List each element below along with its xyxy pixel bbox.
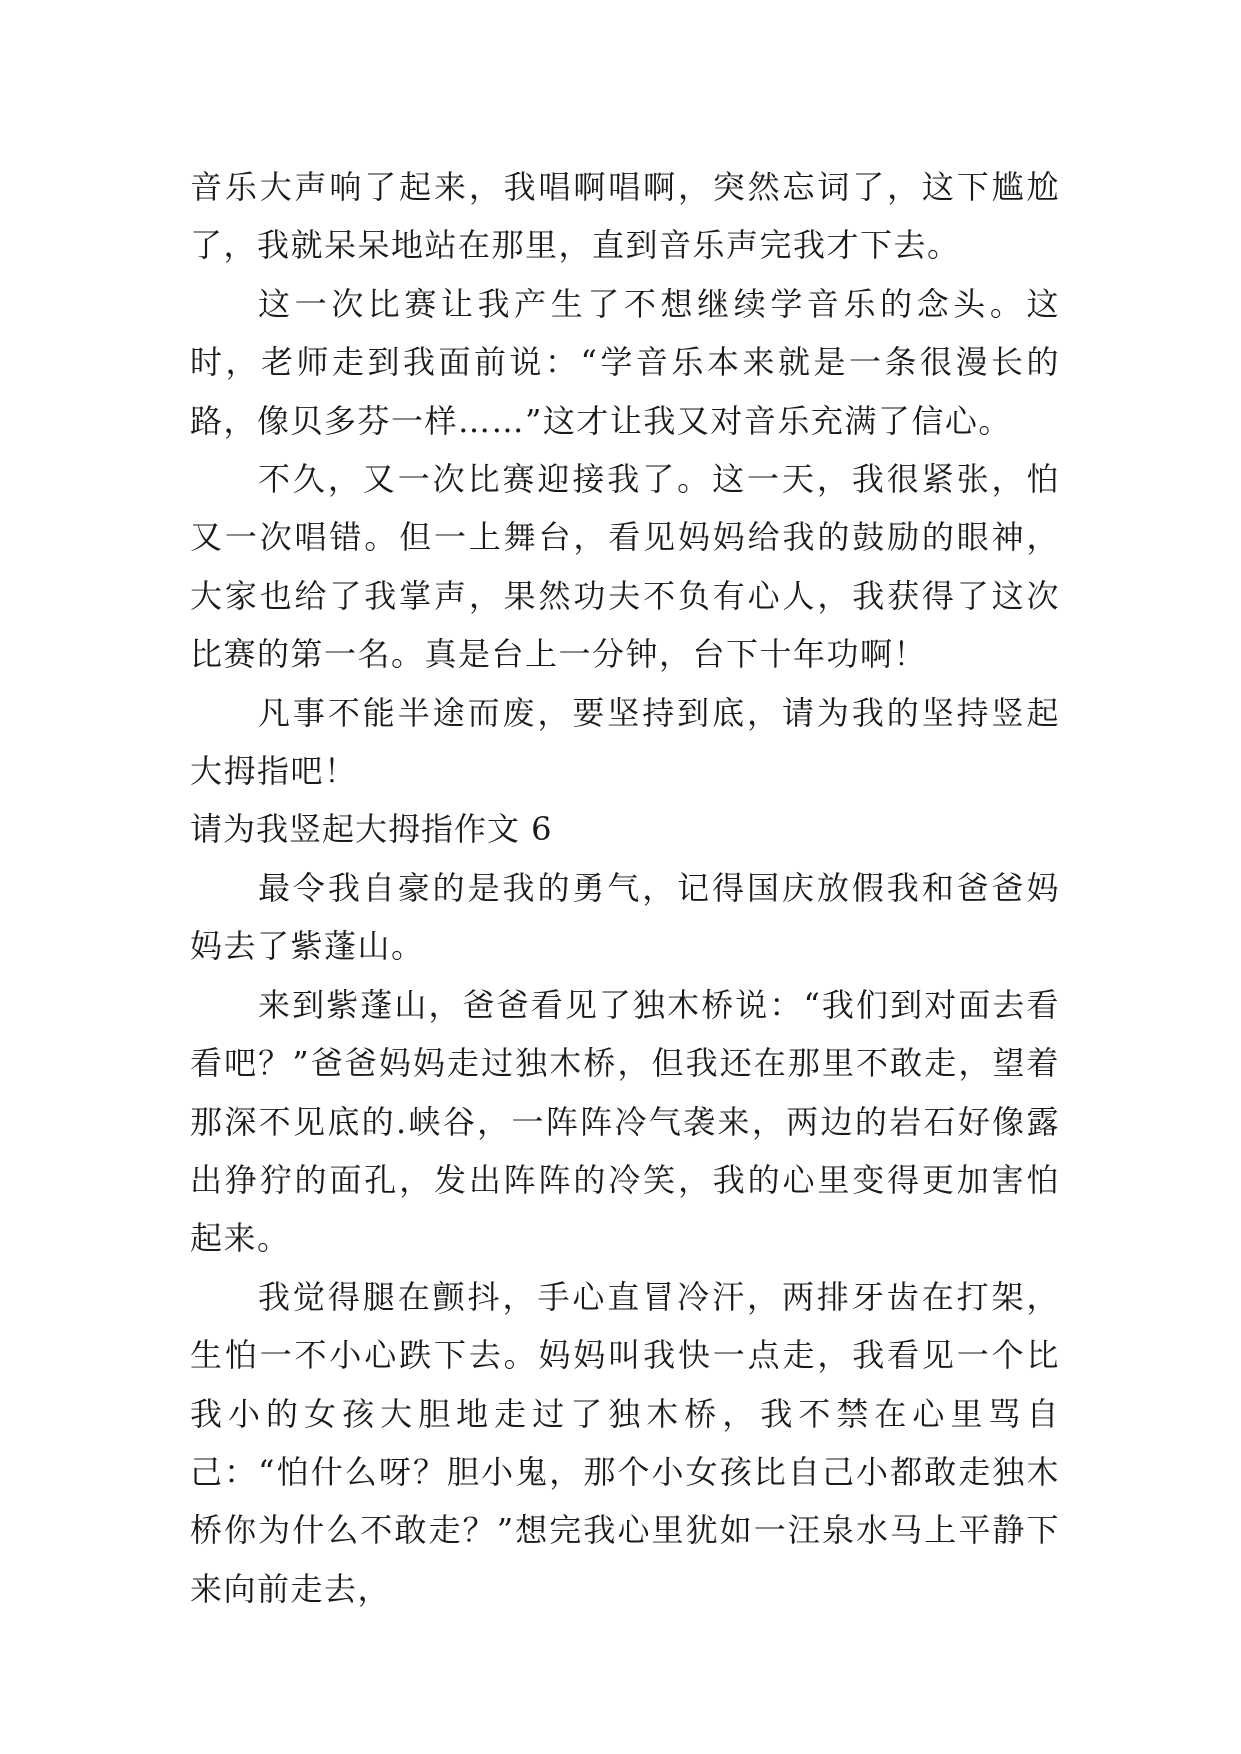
paragraph: 凡事不能半途而废，要坚持到底，请为我的坚持竖起大拇指吧！ xyxy=(190,693,1060,791)
paragraph: 我觉得腿在颤抖，手心直冒冷汗，两排牙齿在打架，生怕一不小心跌下去。妈妈叫我快一点走，我看见一个比我小的女孩大胆地走过了独木桥，我不禁在心里骂自己：“怕什么呀？胆小鬼，那个小女孩比自己小都敢走独木桥你为什么不敢走？”想完我心里犹如一汪泉水马上平静下来向前走去， xyxy=(190,1277,1060,1608)
section-heading: 请为我竖起大拇指作文 6 xyxy=(190,810,553,849)
paragraph: 不久，又一次比赛迎接我了。这一天，我很紧张，怕又一次唱错。但一上舞台，看见妈妈给我的鼓励的眼神，大家也给了我掌声，果然功夫不负有心人，我获得了这次比赛的第一名。真是台上一分钟，台下十年功啊！ xyxy=(190,460,1060,674)
paragraph-continuation: 音乐大声响了起来，我唱啊唱啊，突然忘词了，这下尴尬了，我就呆呆地站在那里，直到音乐声完我才下去。 xyxy=(190,168,1060,265)
document-body xyxy=(190,158,1060,1618)
paragraph: 最令我自豪的是我的勇气，记得国庆放假我和爸爸妈妈去了紫蓬山。 xyxy=(190,868,1060,966)
paragraph: 这一次比赛让我产生了不想继续学音乐的念头。这时，老师走到我面前说：“学音乐本来就是一条很漫长的路，像贝多芬一样……”这才让我又对音乐充满了信心。 xyxy=(190,284,1060,440)
paragraph: 来到紫蓬山，爸爸看见了独木桥说：“我们到对面去看看吧？”爸爸妈妈走过独木桥，但我还在那里不敢走，望着那深不见底的.峡谷，一阵阵冷气袭来，两边的岩石好像露出狰狞的面孔，发出阵阵的冷笑，我的心里变得更加害怕起来。 xyxy=(190,985,1060,1258)
